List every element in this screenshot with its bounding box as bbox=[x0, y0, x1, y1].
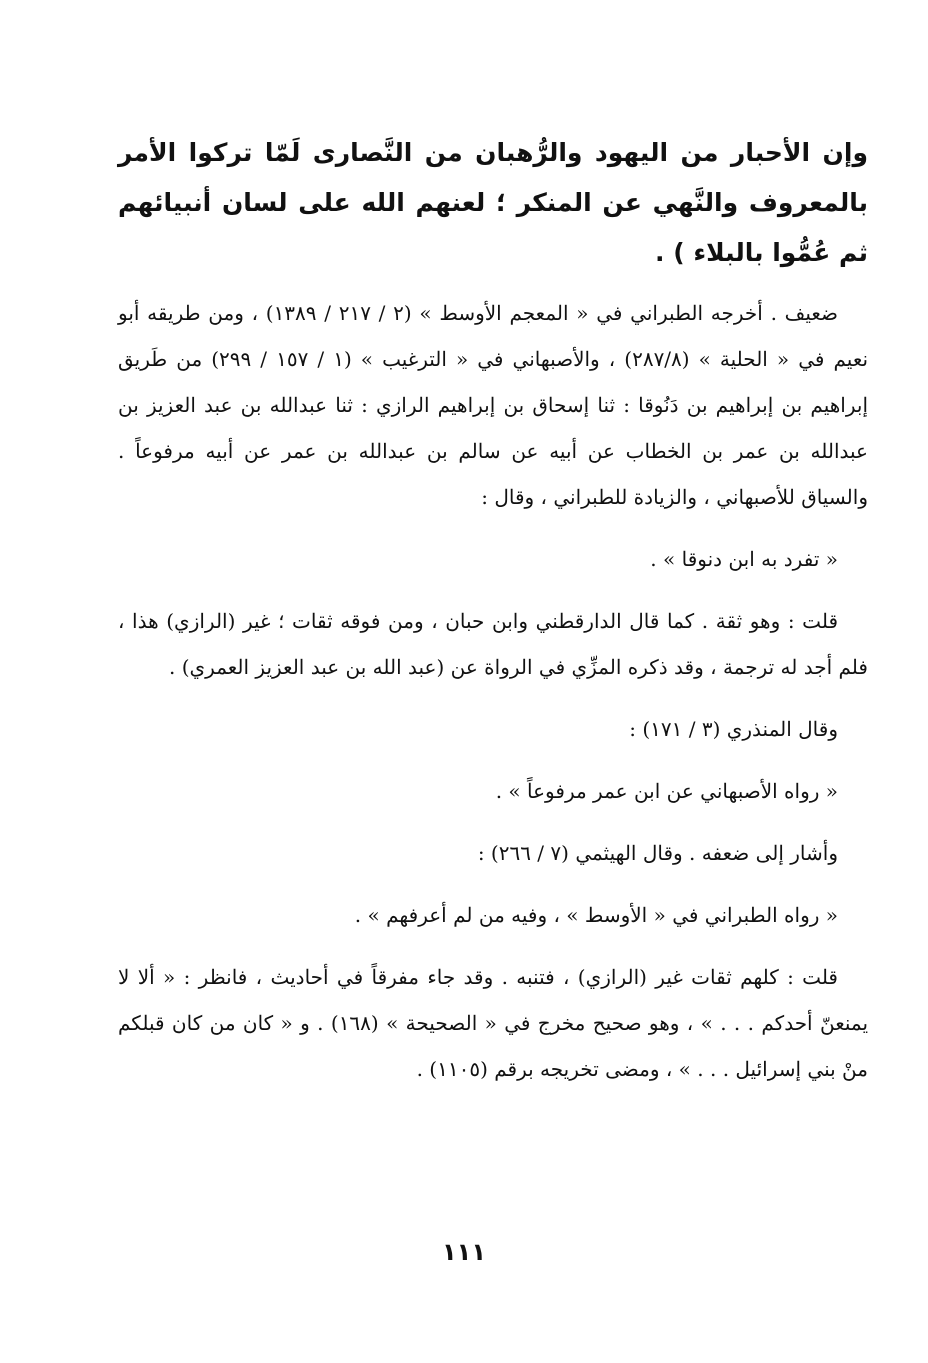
takhrij-paragraph-2: قلت : وهو ثقة . كما قال الدارقطني وابن حبان ، ومن فوقه ثقات ؛ غير (الرازي) هذا ، فلم أجد له ترجمة ، وقد ذكره المزِّي في الرواة عن (عبد الله بن عبد العزيز العمري) . bbox=[118, 609, 868, 679]
takhrij-paragraph-4: وأشار إلى ضعفه . وقال الهيثمي (٧ / ٢٦٦) : bbox=[477, 841, 838, 865]
quote-tabarani-tafarrud: « تفرد به ابن دنوقا » . bbox=[650, 547, 838, 571]
quote-haythami: « رواه الطبراني في « الأوسط » ، وفيه من لم أعرفهم » . bbox=[354, 903, 838, 927]
takhrij-paragraph-3: وقال المنذري (٣ / ١٧١) : bbox=[629, 717, 838, 741]
takhrij-paragraph-5: قلت : كلهم ثقات غير (الرازي) ، فتنبه . وقد جاء مفرقاً في أحاديث ، فانظر : « ألا لا يمنعنّ أحدكم . . . » ، وهو صحيح مخرج في « الصحيحة » (١٦٨) . و « كان من كان قبلكم منْ بني إسرائيل . . . » ، ومضى تخريجه برقم (١١٠٥) . bbox=[118, 965, 869, 1081]
takhrij-section bbox=[118, 290, 868, 1092]
hadith-text: وإن الأحبار من اليهود والرُّهبان من النَّصارى لَمّا تركوا الأمر بالمعروف والنَّهي عن المنكر ؛ لعنهم الله على لسان أنبيائهم ثم عُمُّوا بالبلاء ) . bbox=[118, 138, 868, 267]
takhrij-paragraph-1: ضعيف . أخرجه الطبراني في « المعجم الأوسط » (٢ / ٢١٧ / ١٣٨٩) ، ومن طريقه أبو نعيم في « الحلية » (٢٨٧/٨) ، والأصبهاني في « الترغيب » (١ / ١٥٧ / ٢٩٩) من طَريق إبراهيم بن إبراهيم بن دَنُوقا : ثنا إسحاق بن إبراهيم الرازي : ثنا عبدالله بن عبد العزيز بن عبدالله بن عمر بن الخطاب عن أبيه عن سالم بن عبدالله بن عمر عن أبيه مرفوعاً . والسياق للأصبهاني ، والزيادة للطبراني ، وقال : bbox=[118, 301, 869, 509]
page-body bbox=[118, 128, 868, 1092]
page-number: ١١١ bbox=[442, 1238, 486, 1266]
quote-mundhiri: « رواه الأصبهاني عن ابن عمر مرفوعاً » . bbox=[495, 779, 838, 803]
